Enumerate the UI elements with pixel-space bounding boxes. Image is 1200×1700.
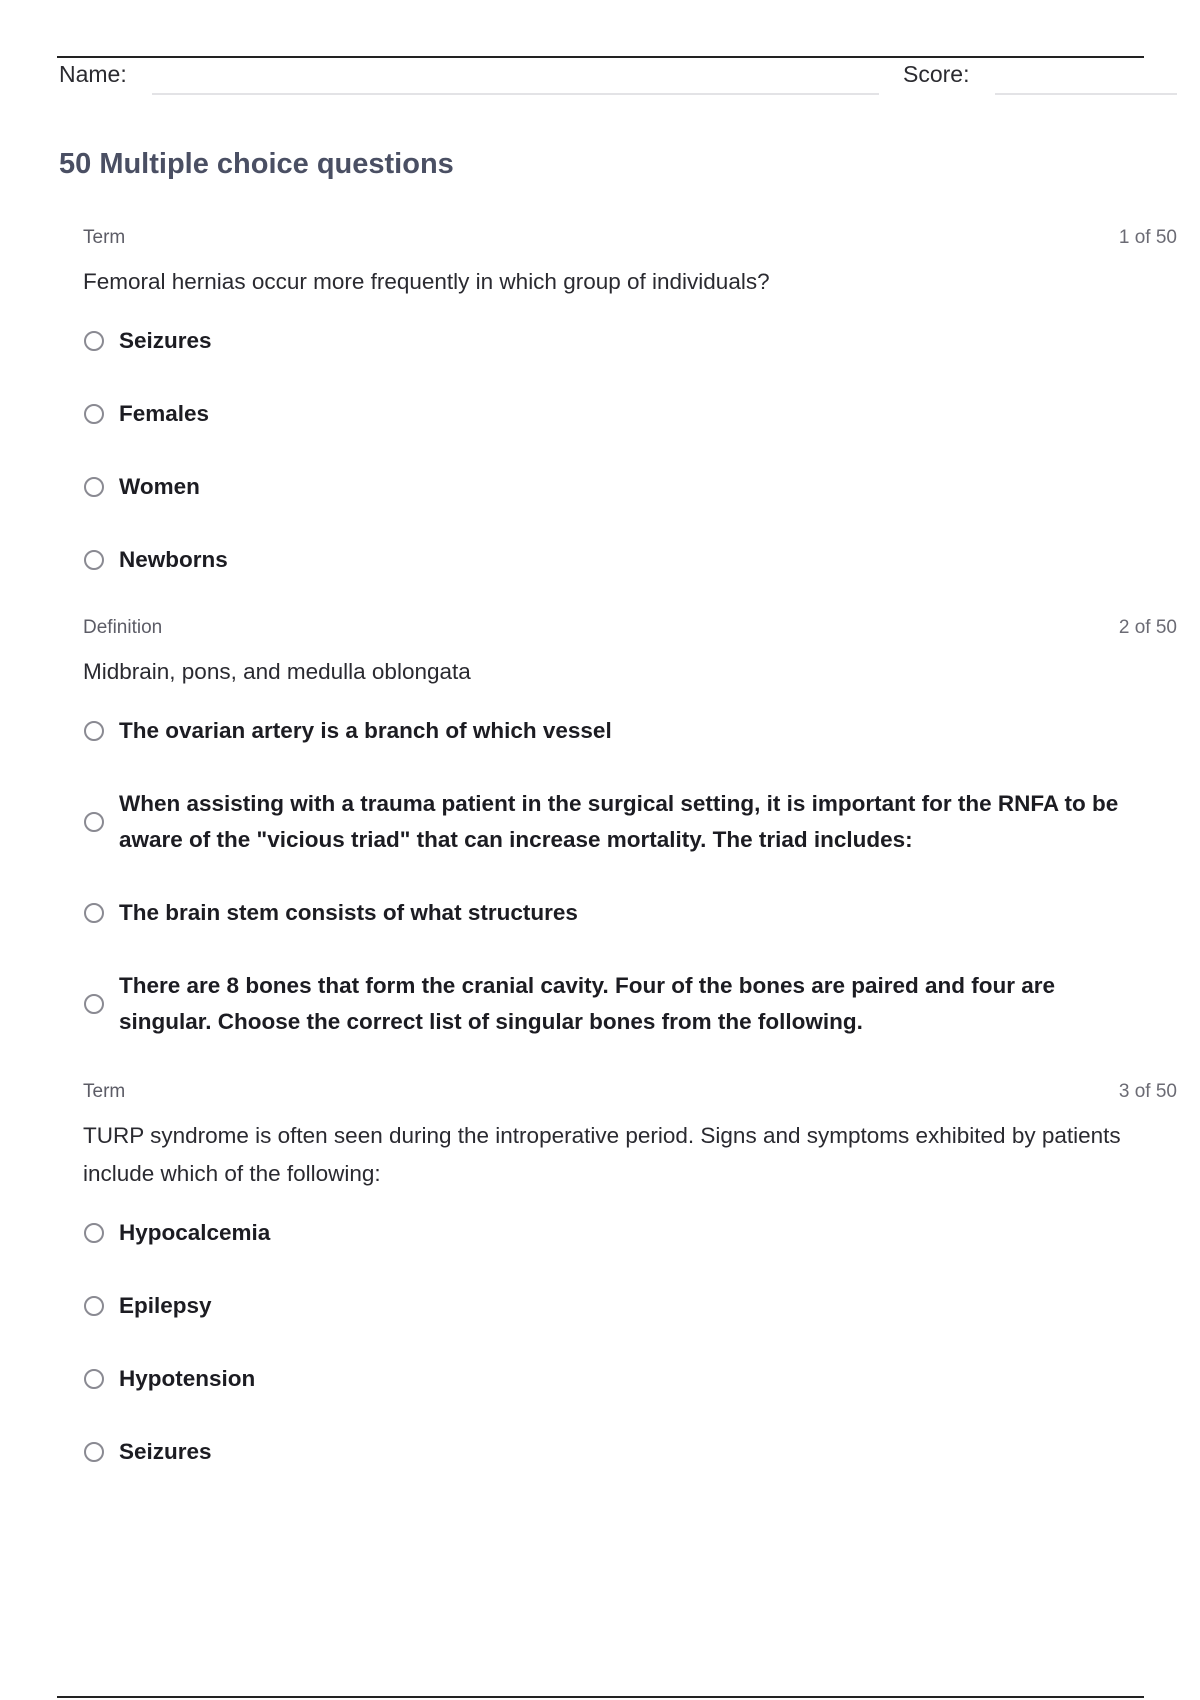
radio-button[interactable] <box>84 903 104 923</box>
option-label: Hypotension <box>119 1366 256 1391</box>
score-label: Score: <box>903 61 970 87</box>
answer-option[interactable] <box>83 542 1143 578</box>
radio-button[interactable] <box>84 812 104 832</box>
radio-button[interactable] <box>84 994 104 1014</box>
name-label: Name: <box>59 61 127 87</box>
radio-button[interactable] <box>84 550 104 570</box>
question-type: Term <box>83 1081 126 1102</box>
question-text: Midbrain, pons, and medulla oblongata <box>83 659 471 684</box>
question-type: Definition <box>83 617 163 638</box>
answer-option[interactable] <box>83 968 1143 1040</box>
option-label: Females <box>119 401 210 426</box>
radio-button[interactable] <box>84 477 104 497</box>
radio-button[interactable] <box>84 1296 104 1316</box>
option-label: When assisting with a trauma patient in the surgical setting, it is important for the RNFA to be aware of the "vicious triad" that can increase mortality. The triad includes: <box>119 791 1119 852</box>
answer-option[interactable] <box>83 1288 1143 1324</box>
option-label: Newborns <box>119 547 228 572</box>
answer-option[interactable] <box>83 1434 1143 1470</box>
answer-option[interactable] <box>83 1215 1143 1251</box>
option-label: Seizures <box>119 328 212 353</box>
option-label: Epilepsy <box>119 1293 212 1318</box>
answer-option[interactable] <box>83 786 1143 858</box>
option-label: The brain stem consists of what structures <box>119 900 578 925</box>
option-label: There are 8 bones that form the cranial cavity. Four of the bones are paired and four are singular. Choose the correct list of singular bones from the following. <box>119 973 1056 1034</box>
answer-option[interactable] <box>83 396 1143 432</box>
top-rule <box>57 56 1144 58</box>
answer-option[interactable] <box>83 1361 1143 1397</box>
radio-button[interactable] <box>84 1442 104 1462</box>
question-text: TURP syndrome is often seen during the introperative period. Signs and symptoms exhibited by patients include which of the following: <box>83 1123 1121 1186</box>
name-field[interactable] <box>152 93 879 95</box>
option-label: Hypocalcemia <box>119 1220 271 1245</box>
question-counter: 1 of 50 <box>1118 227 1177 248</box>
option-label: The ovarian artery is a branch of which vessel <box>119 718 612 743</box>
answer-option[interactable] <box>83 323 1143 359</box>
answer-option[interactable] <box>83 713 1143 749</box>
question-counter: 2 of 50 <box>1118 617 1177 638</box>
question-counter: 3 of 50 <box>1118 1081 1177 1102</box>
bottom-rule <box>57 1696 1144 1698</box>
page-title: 50 Multiple choice questions <box>59 148 454 180</box>
radio-button[interactable] <box>84 1223 104 1243</box>
radio-button[interactable] <box>84 721 104 741</box>
question-type: Term <box>83 227 126 248</box>
radio-button[interactable] <box>84 331 104 351</box>
score-field[interactable] <box>995 93 1177 95</box>
answer-option[interactable] <box>83 895 1143 931</box>
option-label: Women <box>119 474 200 499</box>
radio-button[interactable] <box>84 1369 104 1389</box>
option-label: Seizures <box>119 1439 212 1464</box>
radio-button[interactable] <box>84 404 104 424</box>
question-text: Femoral hernias occur more frequently in which group of individuals? <box>83 269 770 294</box>
answer-option[interactable] <box>83 469 1143 505</box>
